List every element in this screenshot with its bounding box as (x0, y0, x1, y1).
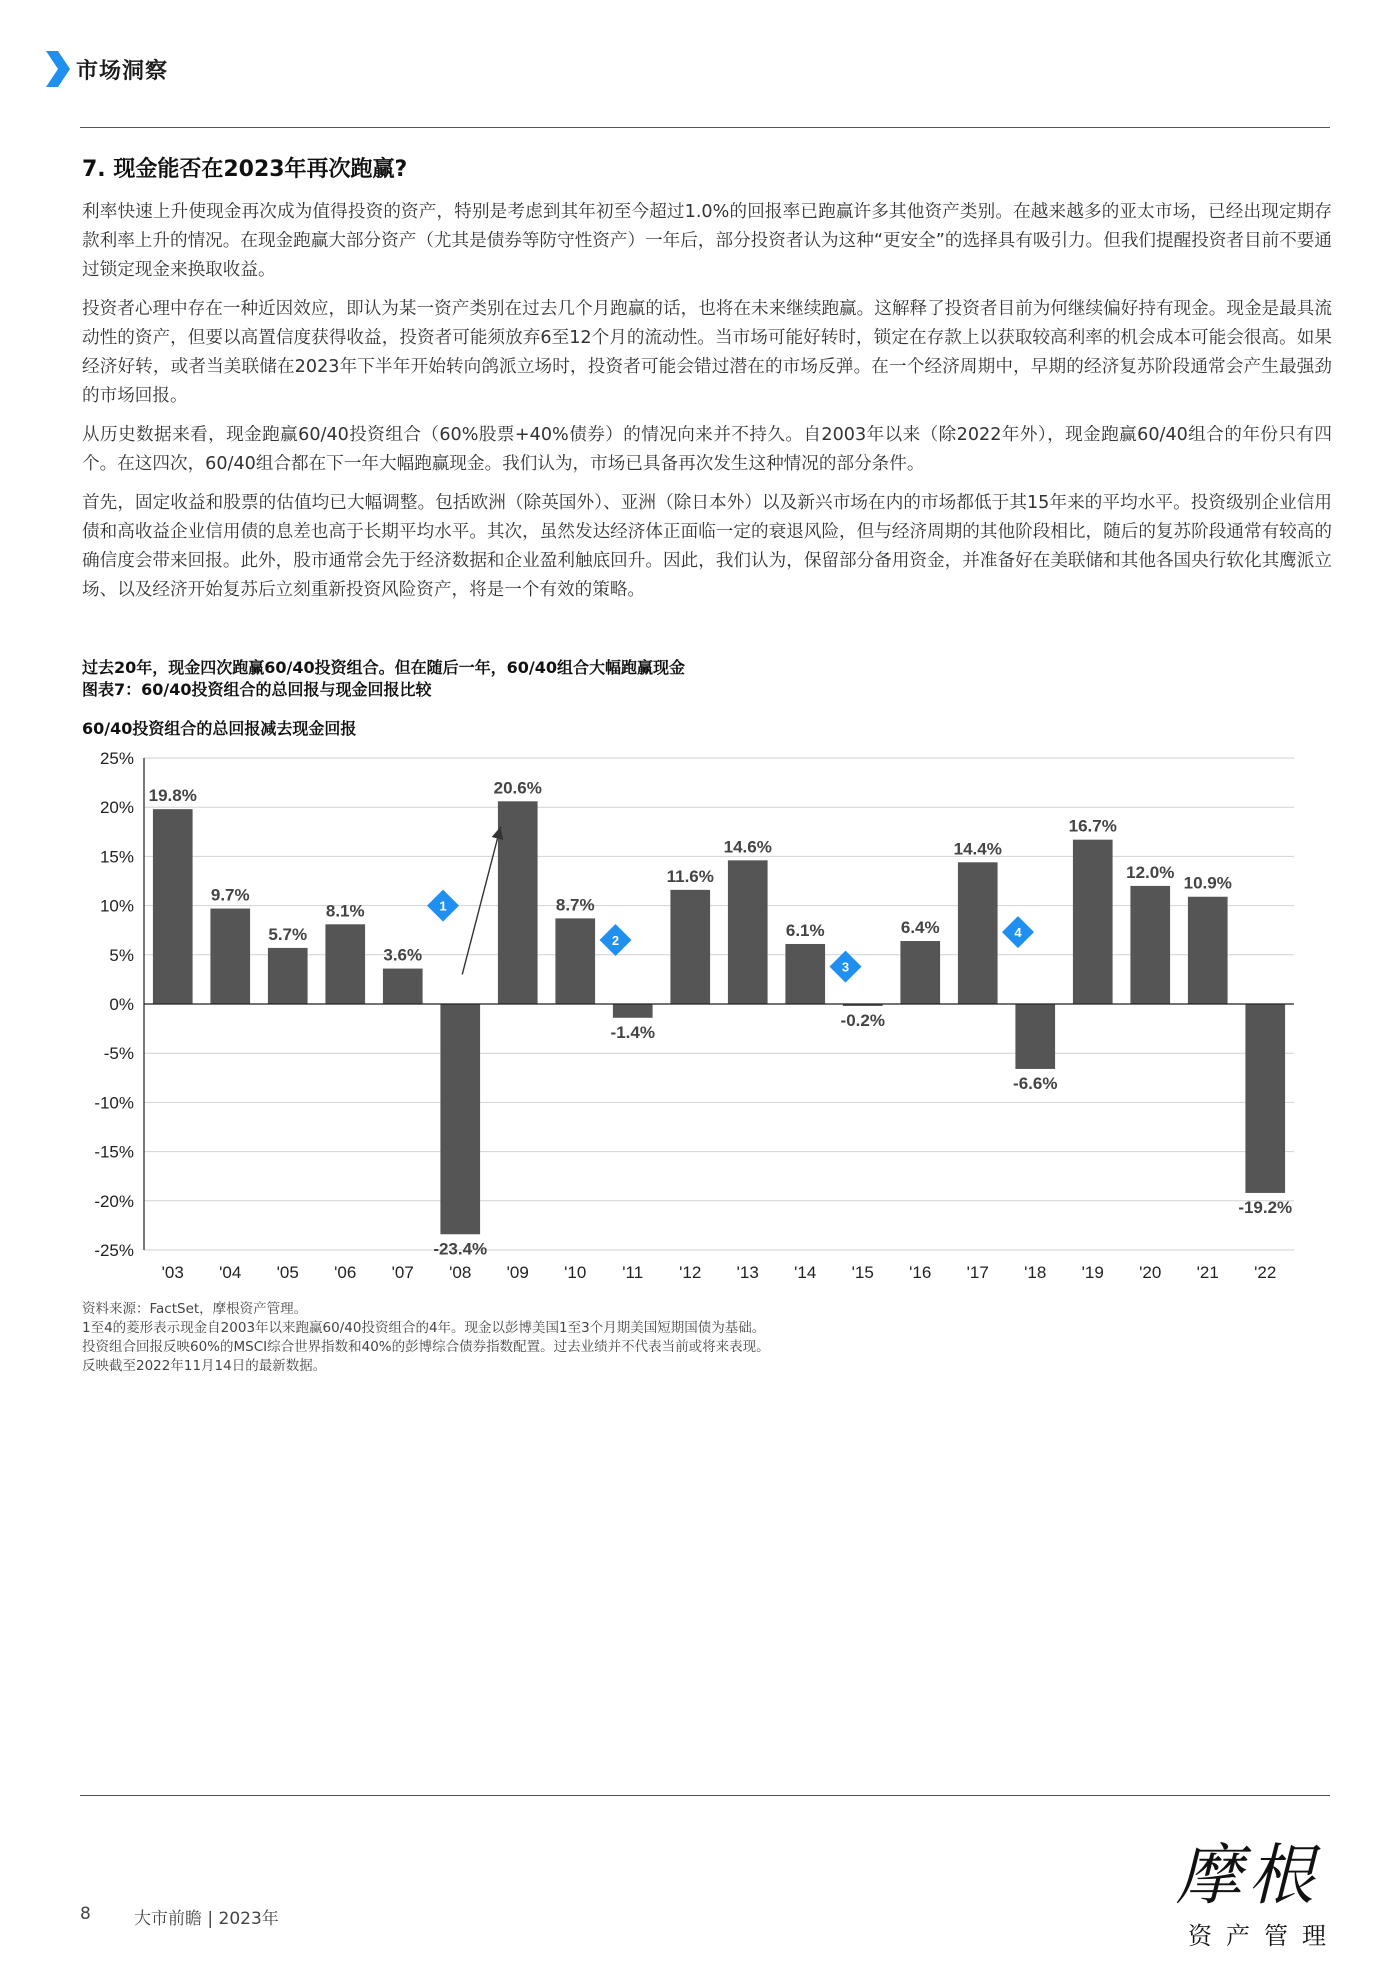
note-source: 资料来源：FactSet，摩根资产管理。 (82, 1301, 308, 1317)
bar (555, 918, 595, 1004)
x-tick-label: '03 (161, 1263, 184, 1282)
bar (440, 1004, 480, 1234)
section-heading: 7. 现金能否在2023年再次跑赢? (82, 157, 408, 182)
x-tick-label: '06 (334, 1263, 357, 1282)
section-category-title: 市场洞察 (76, 58, 169, 84)
note-diamonds: 1至4的菱形表示现金自2003年以来跑赢60/40投资组合的4年。现金以彭博美国1至3个月期美国短期国债为基础。 (82, 1320, 766, 1336)
y-tick-label: -15% (94, 1142, 134, 1162)
annotation-number: 3 (841, 959, 850, 975)
annotation-number: 4 (1014, 925, 1022, 941)
x-tick-label: '13 (736, 1263, 759, 1282)
paragraph-3: 从历史数据来看，现金跑赢60/40投资组合（60%股票+40%债券）的情况向来并不持久。自2003年以来（除2022年外），现金跑赢60/40组合的年份只有四个。在这四次，60/40组合都在下一年大幅跑赢现金。我们认为，市场已具备再次发生这种情况的部分条件。 (82, 425, 1332, 474)
annotation-number: 2 (611, 933, 620, 949)
bar (1245, 1004, 1285, 1193)
bar (785, 944, 825, 1004)
x-tick-label: '07 (391, 1263, 414, 1282)
figure-subtitle: 过去20年，现金四次跑赢60/40投资组合。但在随后一年，60/40组合大幅跑赢现金 (82, 658, 686, 677)
y-tick-label: -5% (103, 1044, 134, 1064)
brand-logo: 摩根 (1176, 1837, 1320, 1914)
y-tick-label: -25% (94, 1241, 134, 1260)
chart-notes (82, 1300, 770, 1376)
note-date: 反映截至2022年11月14日的最新数据。 (82, 1358, 327, 1374)
x-tick-label: '22 (1254, 1263, 1277, 1282)
bar (383, 969, 423, 1004)
x-tick-label: '17 (966, 1263, 989, 1282)
y-tick-label: 5% (109, 945, 134, 965)
bar (1015, 1004, 1055, 1069)
paragraph-4: 首先，固定收益和股票的估值均已大幅调整。包括欧洲（除英国外）、亚洲（除日本外）以及新兴市场在内的市场都低于其15年来的平均水平。投资级别企业信用债和高收益企业信用债的息差也高于长期平均水平。其次，虽然发达经济体正面临一定的衰退风险，但与经济周期的其他阶段相比，随后的复苏阶段通常有较高的确信度会带来回报。此外，股市通常会先于经济数据和企业盈利触底回升。因此，我们认为，保留部分备用资金，并准备好在美联储和其他各国央行软化其鹰派立场、以及经济开始复苏后立刻重新投资风险资产，将是一个有效的策略。 (82, 493, 1332, 600)
data-label: 12.0% (1126, 862, 1175, 882)
bar (498, 801, 538, 1004)
data-label: 14.4% (953, 839, 1002, 859)
document-title: 大市前瞻 | 2023年 (134, 1909, 279, 1929)
data-label: 9.7% (210, 885, 250, 905)
bar (1188, 897, 1228, 1004)
x-tick-label: '19 (1081, 1263, 1104, 1282)
data-label: 6.1% (785, 920, 825, 940)
bar (670, 890, 710, 1004)
article-body (82, 198, 1332, 615)
brand-subtitle: 资产管理 (1188, 1922, 1340, 1950)
y-tick-label: 15% (99, 847, 134, 867)
y-tick-label: -20% (94, 1191, 134, 1211)
paragraph-2: 投资者心理中存在一种近因效应，即认为某一资产类别在过去几个月跑赢的话，也将在未来继续跑赢。这解释了投资者目前为何继续偏好持有现金。现金是最具流动性的资产，但要以高置信度获得收益，投资者可能须放弃6至12个月的流动性。当市场可能好转时，锁定在存款上以获取较高利率的机会成本可能会很高。如果经济好转，或者当美联储在2023年下半年开始转向鸽派立场时，投资者可能会错过潜在的市场反弹。在一个经济周期中，早期的经济复苏阶段通常会产生最强劲的市场回报。 (82, 299, 1332, 406)
bar-chart (82, 740, 1342, 1300)
bar (1130, 886, 1170, 1004)
bar (325, 924, 365, 1004)
bar (728, 860, 768, 1004)
trend-arrow-line (462, 827, 500, 975)
x-tick-label: '11 (622, 1263, 644, 1282)
bar (1073, 840, 1113, 1004)
x-tick-label: '12 (679, 1263, 702, 1282)
bar (613, 1004, 653, 1018)
y-tick-label: 10% (99, 896, 134, 916)
bar (900, 941, 940, 1004)
figure-caption: 图表7：60/40投资组合的总回报与现金回报比较 (82, 680, 432, 699)
data-label: -23.4% (433, 1239, 488, 1259)
data-label: 8.7% (555, 895, 595, 915)
x-tick-label: '04 (219, 1263, 242, 1282)
data-label: -19.2% (1238, 1197, 1293, 1217)
bar (958, 862, 998, 1004)
data-label: 10.9% (1183, 873, 1232, 893)
data-label: 20.6% (493, 778, 542, 798)
bar (268, 948, 308, 1004)
page-header (44, 48, 168, 90)
y-tick-label: 20% (99, 798, 134, 818)
x-tick-label: '21 (1196, 1263, 1219, 1282)
data-label: 16.7% (1068, 816, 1117, 836)
data-label: 6.4% (900, 918, 940, 938)
data-label: -6.6% (1013, 1073, 1058, 1093)
data-label: 3.6% (383, 945, 423, 965)
data-label: 11.6% (666, 866, 714, 886)
page-number: 8 (80, 1904, 91, 1924)
x-tick-label: '14 (794, 1263, 817, 1282)
x-tick-label: '16 (909, 1263, 932, 1282)
data-label: 5.7% (268, 924, 308, 944)
data-label: -1.4% (610, 1022, 655, 1042)
data-label: 8.1% (325, 901, 365, 921)
x-tick-label: '10 (564, 1263, 587, 1282)
annotation-number: 1 (439, 898, 447, 914)
paragraph-1: 利率快速上升使现金再次成为值得投资的资产，特别是考虑到其年初至今超过1.0%的回报率已跑赢许多其他资产类别。在越来越多的亚太市场，已经出现定期存款利率上升的情况。在现金跑赢大部分资产（尤其是债券等防守性资产）一年后，部分投资者认为这种“更安全”的选择具有吸引力。但我们提醒投资者目前不要通过锁定现金来换取收益。 (82, 202, 1332, 280)
data-label: 14.6% (723, 837, 772, 857)
x-tick-label: '18 (1024, 1263, 1047, 1282)
x-tick-label: '15 (851, 1263, 874, 1282)
bar (153, 809, 193, 1004)
data-label: -0.2% (840, 1010, 885, 1030)
header-divider (80, 127, 1330, 128)
y-tick-label: 25% (99, 749, 134, 768)
data-label: 19.8% (148, 786, 197, 806)
bar (210, 909, 250, 1004)
x-tick-label: '20 (1139, 1263, 1162, 1282)
y-tick-label: -10% (94, 1093, 134, 1113)
x-tick-label: '08 (449, 1263, 472, 1282)
x-tick-label: '09 (506, 1263, 529, 1282)
footer-divider (80, 1795, 1330, 1796)
x-tick-label: '05 (276, 1263, 299, 1282)
chevron-right-icon (44, 49, 70, 89)
note-portfolio: 投资组合回报反映60%的MSCI综合世界指数和40%的彭博综合债券指数配置。过去业绩并不代表当前或将来表现。 (82, 1339, 770, 1355)
y-tick-label: 0% (109, 995, 134, 1014)
chart-container (82, 740, 1342, 1300)
chart-title: 60/40投资组合的总回报减去现金回报 (82, 719, 357, 738)
